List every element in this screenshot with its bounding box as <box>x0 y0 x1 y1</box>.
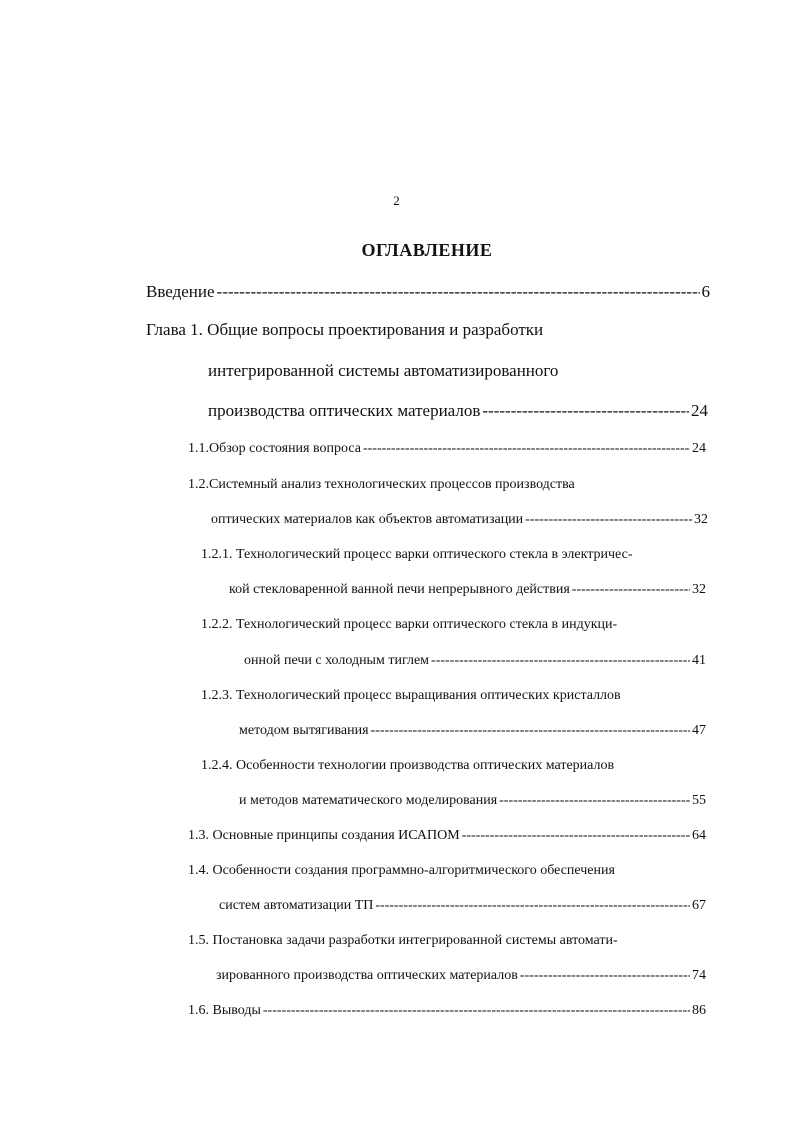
toc-entry-1-2-line-1 <box>188 477 575 493</box>
toc-leader <box>518 968 690 984</box>
toc-chapter-1-line-2 <box>208 361 558 381</box>
toc-entry-1-6 <box>188 1003 706 1019</box>
toc-entry-1-2-4-line-1 <box>201 758 614 774</box>
toc-page-number: 24 <box>692 441 706 456</box>
toc-entry-1-2-1-line-1 <box>201 547 632 563</box>
toc-leader <box>261 1003 690 1019</box>
toc-entry-text: 1.1.Обзор состояния вопроса <box>188 441 361 456</box>
toc-entry-1-2-line-2 <box>211 512 708 528</box>
toc-entry-introduction <box>146 282 710 302</box>
toc-page-number: 24 <box>691 401 708 420</box>
toc-title: ОГЛАВЛЕНИЕ <box>361 240 493 260</box>
toc-entry-text: зированного производства оптических материалов <box>216 968 518 983</box>
toc-page-number: 32 <box>694 512 708 527</box>
toc-entry-1-2-3-line-1 <box>201 688 621 704</box>
toc-entry-1-2-2-line-1 <box>201 617 617 633</box>
toc-entry-1-1 <box>188 441 706 457</box>
toc-entry-1-2-4-line-2 <box>239 793 706 809</box>
toc-leader <box>373 898 690 914</box>
toc-leader <box>361 441 690 457</box>
toc-page-number: 55 <box>692 793 706 808</box>
toc-entry-1-4-line-1 <box>188 863 615 879</box>
toc-page-number: 64 <box>692 828 706 843</box>
toc-entry-text: методом вытягивания <box>239 723 369 738</box>
toc-entry-text: Введение <box>146 282 215 301</box>
toc-leader <box>523 512 692 528</box>
toc-entry-text: кой стекловаренной ванной печи непрерывного действия <box>229 582 570 597</box>
toc-page-number: 86 <box>692 1003 706 1018</box>
toc-leader <box>215 282 700 302</box>
toc-entry-1-4-line-2 <box>219 898 706 914</box>
toc-entry-text: Глава 1. Общие вопросы проектирования и разработки <box>146 320 544 339</box>
toc-leader <box>570 582 690 598</box>
toc-entry-text: 1.2.3. Технологический процесс выращивания оптических кристаллов <box>201 688 621 703</box>
toc-entry-text: 1.3. Основные принципы создания ИСАПОМ <box>188 828 460 843</box>
toc-leader <box>497 793 690 809</box>
toc-entry-text: 1.2.4. Особенности технологии производства оптических материалов <box>201 758 615 773</box>
toc-entry-1-2-2-line-2 <box>244 653 706 669</box>
toc-leader <box>369 723 690 739</box>
toc-entry-text: 1.2.1. Технологический процесс варки оптического стекла в электричес- <box>201 547 633 562</box>
toc-entry-text: и методов математического моделирования <box>239 793 498 808</box>
toc-entry-1-3 <box>188 828 706 844</box>
toc-entry-text: систем автоматизации ТП <box>219 898 374 913</box>
toc-entry-1-2-3-line-2 <box>239 723 706 739</box>
toc-chapter-1-line-1 <box>146 320 543 340</box>
page-number: 2 <box>393 193 400 208</box>
toc-entry-text: 1.5. Постановка задачи разработки интегрированной системы автомати- <box>188 933 618 948</box>
toc-entry-text: 1.4. Особенности создания программно-алгоритмического обеспечения <box>188 863 615 878</box>
toc-entry-text: производства оптических материалов <box>208 401 481 420</box>
toc-entry-1-5-line-1 <box>188 933 618 949</box>
toc-chapter-1-line-3 <box>208 401 708 421</box>
toc-entry-text: интегрированной системы автоматизированного <box>208 361 559 380</box>
toc-page-number: 32 <box>692 582 706 597</box>
toc-entry-1-5-line-2 <box>216 968 706 984</box>
toc-entry-1-2-1-line-2 <box>229 582 706 598</box>
toc-entry-text: 1.2.2. Технологический процесс варки оптического стекла в индукци- <box>201 617 618 632</box>
toc-page-number: 67 <box>692 898 706 913</box>
toc-leader <box>460 828 690 844</box>
toc-entry-text: онной печи с холодным тиглем <box>244 653 430 668</box>
toc-page-number: 47 <box>692 723 706 738</box>
toc-leader <box>429 653 690 669</box>
toc-page-number: 41 <box>692 653 706 668</box>
toc-page-number: 6 <box>701 282 710 301</box>
toc-page-number: 74 <box>692 968 706 983</box>
toc-entry-text: оптических материалов как объектов автоматизации <box>211 512 524 527</box>
toc-leader <box>480 401 689 421</box>
toc-entry-text: 1.2.Системный анализ технологических процессов производства <box>188 477 575 492</box>
toc-entry-text: 1.6. Выводы <box>188 1003 261 1018</box>
